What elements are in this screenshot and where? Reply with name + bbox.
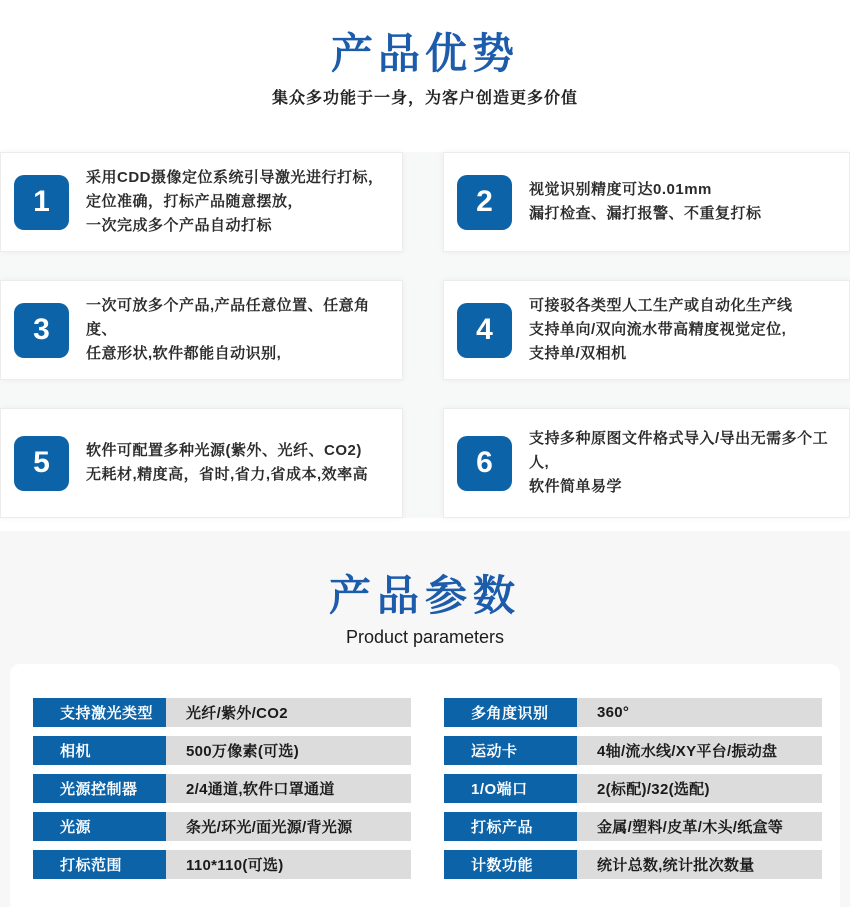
card-text-line: 定位准确，打标产品随意摆放，	[86, 193, 304, 210]
card-text-line: 支持单/双相机	[529, 345, 627, 362]
param-row	[33, 698, 411, 727]
card-text	[529, 178, 762, 226]
param-row	[444, 698, 822, 727]
param-value: 360°	[577, 698, 822, 727]
advantage-card	[443, 408, 850, 518]
param-value: 统计总数,统计批次数量	[577, 850, 822, 879]
card-text-line: 支持单向/双向流水带高精度视觉定位,	[529, 321, 787, 338]
card-number-badge: 3	[14, 303, 69, 358]
advantage-card	[0, 408, 403, 518]
advantages-title: 产品优势	[330, 30, 519, 77]
card-text-line: 软件可配置多种光源(紫外、光纤、CO2)	[86, 442, 362, 459]
card-number-badge: 4	[457, 303, 512, 358]
card-text-line: 漏打检查、漏打报警、不重复打标	[529, 205, 762, 222]
card-number-badge: 2	[457, 175, 512, 230]
param-row	[33, 736, 411, 765]
advantage-card	[443, 280, 850, 380]
param-row	[444, 774, 822, 803]
card-text	[529, 294, 793, 366]
card-text-line: 视觉识别精度可达0.01mm	[529, 181, 712, 198]
param-label: 打标产品	[444, 812, 577, 841]
param-value: 500万像素(可选)	[166, 736, 411, 765]
card-text	[86, 294, 396, 366]
card-text-line: 一次完成多个产品自动打标	[86, 217, 273, 234]
card-text	[86, 166, 384, 238]
param-label: 光源	[33, 812, 166, 841]
card-text-line: 软件简单易学	[529, 478, 623, 495]
advantages-subtitle: 集众多功能于一身，为客户创造更多价值	[271, 90, 578, 107]
param-label: 相机	[33, 736, 166, 765]
param-label: 支持激光类型	[33, 698, 166, 727]
param-column	[444, 698, 822, 888]
advantage-card	[0, 152, 403, 252]
param-value: 4轴/流水线/XY平台/振动盘	[577, 736, 822, 765]
param-label: 运动卡	[444, 736, 577, 765]
card-number-badge: 6	[457, 436, 512, 491]
card-text-line: 支持多种原图文件格式导入/导出无需多个工人,	[529, 430, 829, 471]
param-row	[444, 812, 822, 841]
param-label: 1/O端口	[444, 774, 577, 803]
parameters-title: 产品参数	[328, 572, 521, 619]
card-number-badge: 1	[14, 175, 69, 230]
advantages-header	[0, 0, 850, 108]
card-text-line: 无耗材,精度高，省时,省力,省成本,效率高	[86, 466, 369, 483]
card-text	[529, 427, 843, 499]
param-label: 光源控制器	[33, 774, 166, 803]
param-column	[33, 698, 411, 888]
param-label: 计数功能	[444, 850, 577, 879]
parameters-subtitle: Product parameters	[345, 627, 505, 647]
parameters-columns	[33, 698, 822, 888]
card-text-line: 一次可放多个产品,产品任意位置、任意角度、	[86, 297, 370, 338]
param-value: 金属/塑料/皮革/木头/纸盒等	[577, 812, 822, 841]
advantage-card	[0, 280, 403, 380]
card-text-line: 可接驳各类型人工生产或自动化生产线	[529, 297, 793, 314]
parameters-section	[0, 531, 850, 907]
param-row	[33, 850, 411, 879]
card-text-line: 采用CDD摄像定位系统引导激光进行打标，	[86, 169, 384, 186]
param-value: 2(标配)/32(选配)	[577, 774, 822, 803]
param-value: 110*110(可选)	[166, 850, 411, 879]
param-value: 光纤/紫外/CO2	[166, 698, 411, 727]
param-row	[444, 850, 822, 879]
param-label: 打标范围	[33, 850, 166, 879]
card-text	[86, 439, 368, 487]
advantages-grid	[0, 152, 850, 518]
card-text-line: 任意形状,软件都能自动识别,	[86, 345, 282, 362]
param-value: 2/4通道,软件口罩通道	[166, 774, 411, 803]
parameters-panel	[10, 664, 840, 907]
param-row	[33, 774, 411, 803]
param-label: 多角度识别	[444, 698, 577, 727]
advantage-card	[443, 152, 850, 252]
param-row	[33, 812, 411, 841]
param-value: 条光/环光/面光源/背光源	[166, 812, 411, 841]
param-row	[444, 736, 822, 765]
card-number-badge: 5	[14, 436, 69, 491]
